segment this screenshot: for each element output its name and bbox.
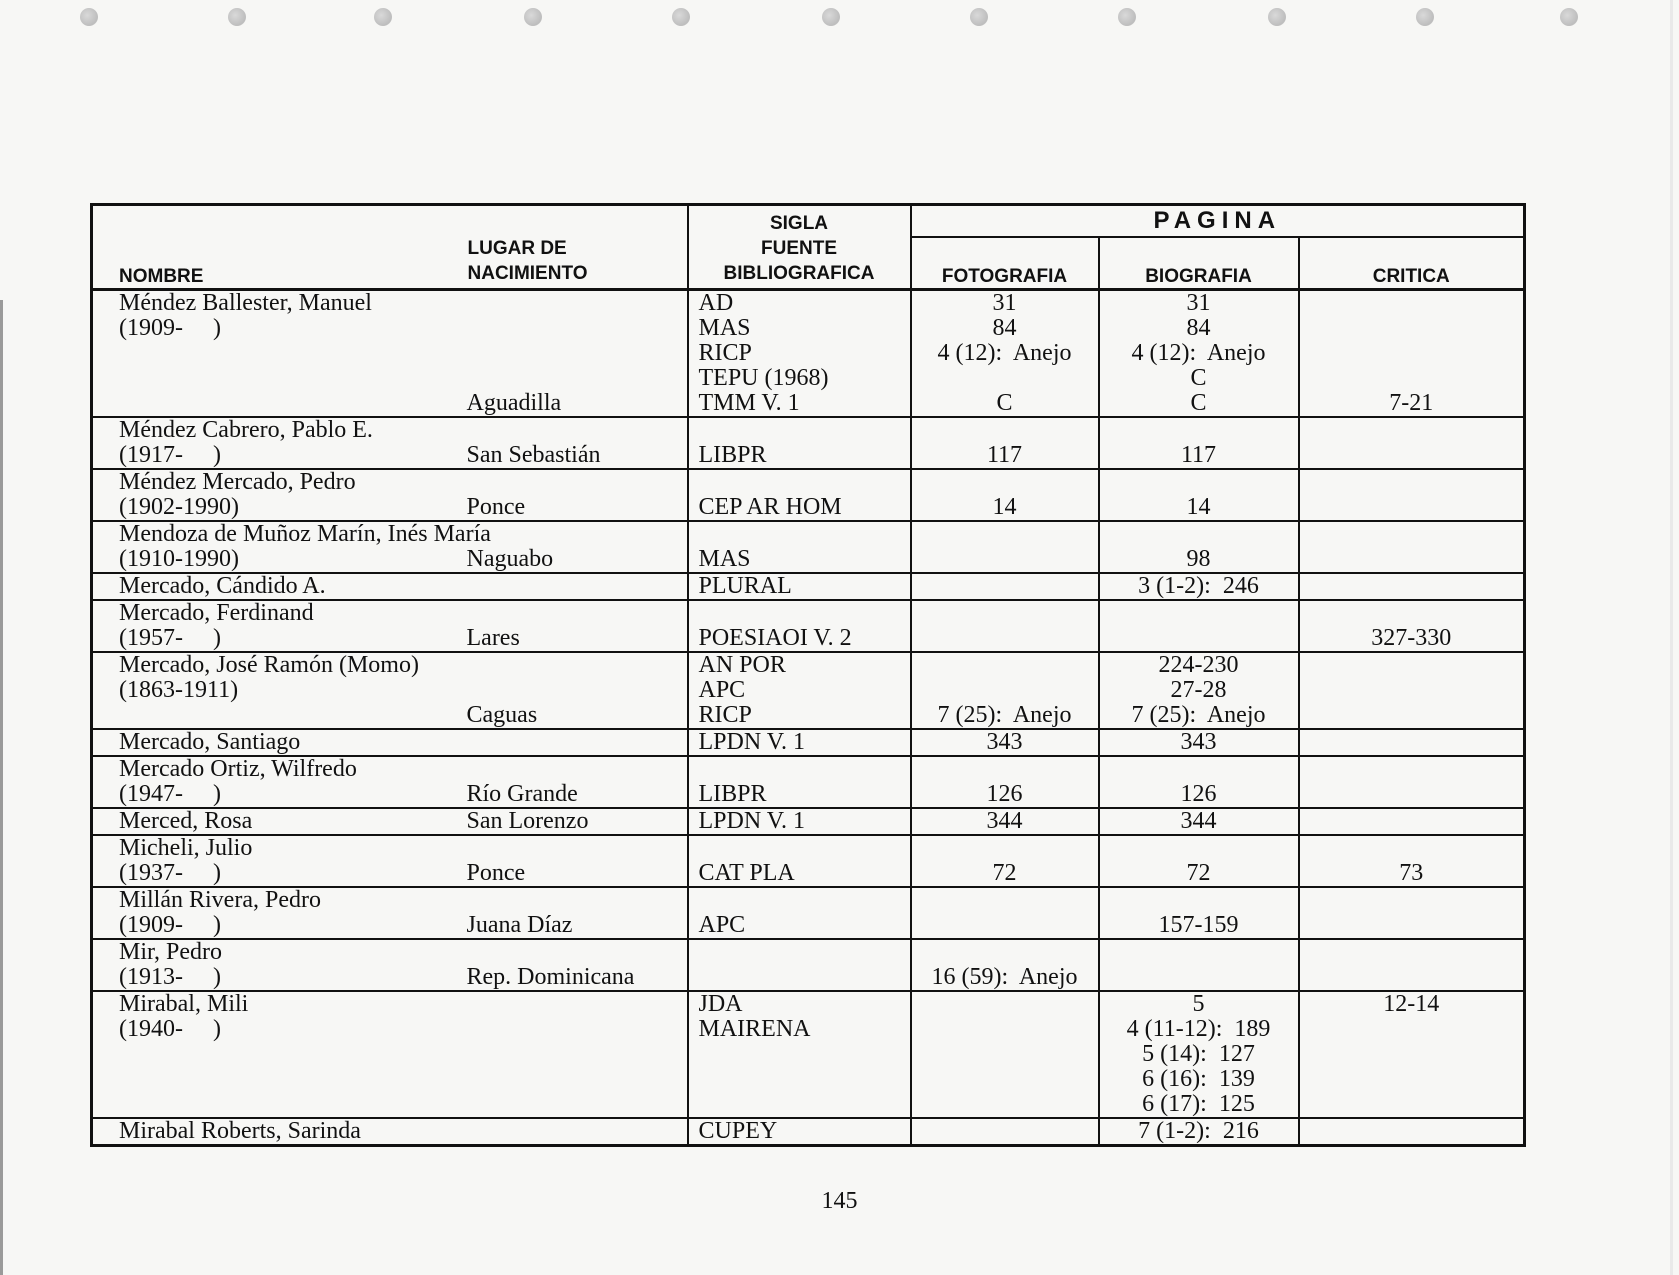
photo-page: 4 (12): Anejo bbox=[937, 340, 1072, 366]
biography-page: 84 bbox=[1186, 315, 1211, 341]
photo-page bbox=[912, 678, 1098, 703]
critique-page bbox=[1300, 913, 1524, 938]
author-name-cell bbox=[92, 600, 454, 652]
biography-page: C bbox=[1190, 390, 1207, 416]
author-name: Mirabal Roberts, Sarinda bbox=[119, 1118, 361, 1144]
author-name: Merced, Rosa bbox=[119, 808, 253, 834]
photo-page-cell bbox=[911, 729, 1099, 756]
header-lugar bbox=[454, 205, 688, 290]
binder-hole bbox=[1268, 8, 1286, 26]
source-code-cell bbox=[688, 887, 911, 939]
source-code-cell bbox=[688, 991, 911, 1118]
source-code-cell bbox=[688, 652, 911, 729]
author-name-cell bbox=[92, 521, 491, 573]
photo-page-cell bbox=[911, 290, 1099, 418]
photo-page-cell bbox=[911, 991, 1099, 1118]
source-code-cell bbox=[688, 469, 911, 521]
table-row bbox=[92, 521, 1525, 573]
source-code: CAT PLA bbox=[698, 860, 795, 886]
source-code: APC bbox=[698, 912, 746, 938]
biography-page-cell bbox=[1099, 417, 1299, 469]
birthplace-cell bbox=[454, 652, 688, 729]
critique-page-cell bbox=[1299, 991, 1525, 1118]
binder-hole bbox=[524, 8, 542, 26]
author-name-cell bbox=[92, 808, 454, 835]
critique-page bbox=[1300, 782, 1524, 807]
source-code-cell bbox=[688, 573, 911, 600]
source-code bbox=[699, 1067, 910, 1092]
photo-page: 16 (59): Anejo bbox=[931, 964, 1078, 990]
biography-page-cell bbox=[1099, 652, 1299, 729]
biography-page: 117 bbox=[1180, 442, 1217, 468]
author-name: Mercado, Cándido A. bbox=[119, 573, 326, 599]
binder-hole bbox=[1416, 8, 1434, 26]
source-code-cell bbox=[688, 756, 911, 808]
biography-page: 344 bbox=[1180, 808, 1217, 834]
critique-page bbox=[1300, 495, 1524, 520]
photo-page: 31 bbox=[992, 290, 1017, 316]
source-code: PLURAL bbox=[698, 573, 792, 599]
table-row bbox=[92, 469, 1525, 521]
header-lugar-line1: LUGAR DE bbox=[467, 238, 567, 259]
critique-page bbox=[1300, 730, 1524, 755]
biography-page-cell bbox=[1099, 290, 1299, 418]
photo-page: 7 (25): Anejo bbox=[937, 702, 1072, 728]
source-code-cell bbox=[688, 835, 911, 887]
birthplace bbox=[467, 1092, 687, 1117]
author-name-cell bbox=[92, 756, 454, 808]
source-code-cell bbox=[688, 417, 911, 469]
critique-page-cell bbox=[1299, 573, 1525, 600]
biography-page: 7 (25): Anejo bbox=[1131, 702, 1266, 728]
author-name: Méndez Ballester, Manuel bbox=[119, 290, 372, 316]
critique-page-cell bbox=[1299, 290, 1525, 418]
header-pagina: PAGINA bbox=[911, 205, 1525, 238]
critique-page bbox=[1300, 678, 1524, 703]
author-name: Mirabal, Mili bbox=[119, 991, 249, 1017]
binder-hole bbox=[228, 8, 246, 26]
author-name-cell bbox=[92, 991, 454, 1118]
biography-page bbox=[1100, 965, 1298, 990]
table-body bbox=[92, 290, 1525, 1146]
critique-page bbox=[1300, 809, 1524, 834]
source-code: LPDN V. 1 bbox=[698, 729, 805, 755]
author-dates: (1909- ) bbox=[119, 912, 221, 938]
birthplace: Juana Díaz bbox=[466, 912, 573, 938]
table-row bbox=[92, 1118, 1525, 1146]
table-row bbox=[92, 835, 1525, 887]
author-name: Millán Rivera, Pedro bbox=[119, 887, 321, 913]
table-row bbox=[92, 939, 1525, 991]
biography-page-cell bbox=[1099, 756, 1299, 808]
photo-page: 72 bbox=[992, 860, 1017, 886]
table-row bbox=[92, 290, 1525, 418]
birthplace-cell bbox=[454, 729, 688, 756]
source-code: POESIAOI V. 2 bbox=[698, 625, 852, 651]
source-code: AD bbox=[698, 290, 734, 316]
author-dates: (1913- ) bbox=[119, 964, 221, 990]
critique-page bbox=[1300, 1042, 1524, 1067]
author-name: Mercado, Santiago bbox=[119, 729, 301, 755]
birthplace-cell bbox=[454, 290, 688, 418]
author-name-cell bbox=[92, 469, 454, 521]
photo-page bbox=[912, 1067, 1098, 1092]
binder-hole bbox=[672, 8, 690, 26]
biography-page: 126 bbox=[1180, 781, 1217, 807]
biography-page-cell bbox=[1099, 600, 1299, 652]
biography-page: 6 (17): 125 bbox=[1142, 1091, 1255, 1117]
critique-page-cell bbox=[1299, 939, 1525, 991]
birthplace: Caguas bbox=[466, 702, 538, 728]
author-name: Mercado, José Ramón (Momo) bbox=[119, 652, 419, 678]
biography-page: 4 (11-12): 189 bbox=[1126, 1016, 1271, 1042]
header-biografia: BIOGRAFIA bbox=[1099, 237, 1299, 290]
source-code: MAIRENA bbox=[698, 1016, 811, 1042]
source-code-cell bbox=[688, 521, 911, 573]
birthplace-cell bbox=[454, 1118, 688, 1146]
birthplace-cell bbox=[454, 835, 688, 887]
source-code: LIBPR bbox=[698, 781, 767, 807]
critique-page bbox=[1300, 341, 1524, 366]
page-number: 145 bbox=[821, 1188, 858, 1214]
source-code bbox=[699, 1042, 910, 1067]
biography-page: 27-28 bbox=[1170, 677, 1227, 703]
photo-page bbox=[912, 1042, 1098, 1067]
source-code: LPDN V. 1 bbox=[698, 808, 805, 834]
author-name-cell bbox=[92, 290, 454, 418]
photo-page: 117 bbox=[986, 442, 1023, 468]
author-dates: (1957- ) bbox=[119, 625, 221, 651]
binder-hole bbox=[970, 8, 988, 26]
biography-page-cell bbox=[1099, 573, 1299, 600]
critique-page: 327-330 bbox=[1371, 625, 1452, 651]
photo-page-cell bbox=[911, 808, 1099, 835]
source-code: LIBPR bbox=[698, 442, 767, 468]
author-name-cell bbox=[92, 417, 454, 469]
biography-page-cell bbox=[1099, 939, 1299, 991]
biography-page-cell bbox=[1099, 887, 1299, 939]
author-name-cell bbox=[92, 573, 454, 600]
photo-page bbox=[912, 1119, 1098, 1144]
author-name-cell bbox=[92, 835, 454, 887]
critique-page-cell bbox=[1299, 600, 1525, 652]
source-code bbox=[699, 1092, 910, 1117]
source-code: MAS bbox=[698, 315, 751, 341]
photo-page bbox=[912, 653, 1098, 678]
birthplace-cell bbox=[454, 808, 688, 835]
source-code: CEP AR HOM bbox=[698, 494, 842, 520]
critique-page-cell bbox=[1299, 729, 1525, 756]
source-code: CUPEY bbox=[698, 1118, 778, 1144]
header-sigla-line3: BIBLIOGRAFICA bbox=[723, 263, 875, 284]
header-nombre: NOMBRE bbox=[92, 205, 454, 290]
critique-page bbox=[1300, 316, 1524, 341]
photo-page-cell bbox=[911, 573, 1099, 600]
photo-page bbox=[912, 574, 1098, 599]
table-row bbox=[92, 887, 1525, 939]
photo-page bbox=[912, 547, 1098, 572]
author-name-cell bbox=[92, 1118, 454, 1146]
biography-page: 343 bbox=[1180, 729, 1217, 755]
author-name: Méndez Mercado, Pedro bbox=[119, 469, 356, 495]
author-dates: (1902-1990) bbox=[119, 494, 239, 520]
biography-page: 98 bbox=[1186, 546, 1211, 572]
photo-page-cell bbox=[911, 887, 1099, 939]
photo-page-cell bbox=[911, 469, 1099, 521]
photo-page-cell bbox=[911, 600, 1099, 652]
table-row bbox=[92, 652, 1525, 729]
source-code-cell bbox=[688, 939, 911, 991]
author-dates: (1909- ) bbox=[119, 315, 221, 341]
author-name: Mercado, Ferdinand bbox=[119, 600, 314, 626]
source-code: TMM V. 1 bbox=[698, 390, 800, 416]
photo-page-cell bbox=[911, 652, 1099, 729]
photo-page bbox=[912, 626, 1098, 651]
source-code-cell bbox=[688, 600, 911, 652]
source-code: TEPU (1968) bbox=[698, 365, 829, 391]
binder-holes bbox=[0, 8, 1679, 32]
birthplace: Lares bbox=[466, 625, 520, 651]
biography-page bbox=[1100, 626, 1298, 651]
author-dates: (1917- ) bbox=[119, 442, 221, 468]
critique-page bbox=[1300, 653, 1524, 678]
critique-page-cell bbox=[1299, 808, 1525, 835]
critique-page: 7-21 bbox=[1389, 390, 1434, 416]
source-code-cell bbox=[688, 290, 911, 418]
biography-page-cell bbox=[1099, 469, 1299, 521]
binder-hole bbox=[374, 8, 392, 26]
critique-page-cell bbox=[1299, 887, 1525, 939]
critique-page bbox=[1300, 1119, 1524, 1144]
photo-page bbox=[912, 992, 1098, 1017]
critique-page-cell bbox=[1299, 652, 1525, 729]
table-row bbox=[92, 991, 1525, 1118]
critique-page-cell bbox=[1299, 835, 1525, 887]
critique-page bbox=[1300, 547, 1524, 572]
source-code: APC bbox=[698, 677, 746, 703]
photo-page bbox=[912, 1017, 1098, 1042]
critique-page bbox=[1300, 965, 1524, 990]
source-code: AN POR bbox=[698, 652, 786, 678]
critique-page-cell bbox=[1299, 469, 1525, 521]
biography-page-cell bbox=[1099, 521, 1299, 573]
biography-page: C bbox=[1190, 365, 1207, 391]
author-name-cell bbox=[92, 652, 454, 729]
binder-hole bbox=[822, 8, 840, 26]
photo-page-cell bbox=[911, 417, 1099, 469]
birthplace: Ponce bbox=[466, 860, 526, 886]
critique-page-cell bbox=[1299, 521, 1525, 573]
header-fotografia: FOTOGRAFIA bbox=[911, 237, 1099, 290]
critique-page bbox=[1300, 291, 1524, 316]
critique-page bbox=[1300, 574, 1524, 599]
birthplace-cell bbox=[454, 939, 688, 991]
birthplace: Rep. Dominicana bbox=[466, 964, 635, 990]
photo-page bbox=[912, 1092, 1098, 1117]
photo-page: C bbox=[996, 390, 1013, 416]
critique-page: 12-14 bbox=[1383, 991, 1440, 1017]
table-row bbox=[92, 808, 1525, 835]
photo-page: 14 bbox=[992, 494, 1017, 520]
author-name: Micheli, Julio bbox=[119, 835, 253, 861]
critique-page bbox=[1300, 1092, 1524, 1117]
critique-page-cell bbox=[1299, 417, 1525, 469]
birthplace-cell bbox=[454, 600, 688, 652]
birthplace: Río Grande bbox=[466, 781, 578, 807]
author-name-cell bbox=[92, 729, 454, 756]
biography-page-cell bbox=[1099, 808, 1299, 835]
author-name: Mercado Ortiz, Wilfredo bbox=[119, 756, 357, 782]
photo-page-cell bbox=[911, 521, 1099, 573]
binder-hole bbox=[1118, 8, 1136, 26]
author-dates: (1910-1990) bbox=[119, 546, 239, 572]
photo-page: 344 bbox=[986, 808, 1023, 834]
author-dates: (1947- ) bbox=[119, 781, 221, 807]
source-code-cell bbox=[688, 729, 911, 756]
photo-page: 84 bbox=[992, 315, 1017, 341]
photo-page-cell bbox=[911, 756, 1099, 808]
biography-page: 14 bbox=[1186, 494, 1211, 520]
birthplace: Ponce bbox=[466, 494, 526, 520]
critique-page bbox=[1300, 1017, 1524, 1042]
author-name-cell bbox=[92, 939, 454, 991]
author-name-cell bbox=[92, 887, 454, 939]
photo-page: 343 bbox=[986, 729, 1023, 755]
biography-page: 157-159 bbox=[1158, 912, 1239, 938]
header-critica: CRITICA bbox=[1299, 237, 1525, 290]
birthplace bbox=[467, 574, 687, 599]
page-right-edge bbox=[1670, 0, 1673, 1275]
critique-page-cell bbox=[1299, 756, 1525, 808]
table-row bbox=[92, 600, 1525, 652]
critique-page bbox=[1300, 703, 1524, 728]
table-row bbox=[92, 729, 1525, 756]
birthplace bbox=[467, 730, 687, 755]
critique-page bbox=[1300, 366, 1524, 391]
header-sigla-line1: SIGLA bbox=[769, 213, 829, 234]
birthplace-cell bbox=[454, 756, 688, 808]
biography-page: 224-230 bbox=[1158, 652, 1239, 678]
critique-page bbox=[1300, 1067, 1524, 1092]
birthplace: San Sebastián bbox=[466, 442, 601, 468]
biography-page: 7 (1-2): 216 bbox=[1138, 1118, 1259, 1144]
author-name: Mir, Pedro bbox=[119, 939, 223, 965]
source-code-cell bbox=[688, 1118, 911, 1146]
author-name: Méndez Cabrero, Pablo E. bbox=[119, 417, 373, 443]
critique-page bbox=[1300, 443, 1524, 468]
photo-page bbox=[912, 913, 1098, 938]
source-code-cell bbox=[688, 808, 911, 835]
header-sigla bbox=[688, 205, 911, 290]
birthplace: Aguadilla bbox=[466, 390, 562, 416]
biography-page: 5 bbox=[1192, 991, 1205, 1017]
birthplace: Naguabo bbox=[466, 546, 554, 572]
biography-page: 6 (16): 139 bbox=[1142, 1066, 1255, 1092]
source-code: RICP bbox=[698, 340, 752, 366]
table-row bbox=[92, 756, 1525, 808]
source-code: MAS bbox=[698, 546, 751, 572]
biography-page: 5 (14): 127 bbox=[1142, 1041, 1255, 1067]
source-code bbox=[699, 965, 910, 990]
source-code: JDA bbox=[698, 991, 743, 1017]
author-name: Mendoza de Muñoz Marín, Inés María bbox=[119, 521, 491, 547]
header-sigla-line2: FUENTE bbox=[761, 238, 837, 259]
bibliography-table bbox=[90, 203, 1526, 1147]
binder-hole bbox=[80, 8, 98, 26]
table-row bbox=[92, 573, 1525, 600]
binder-hole bbox=[1560, 8, 1578, 26]
biography-page-cell bbox=[1099, 835, 1299, 887]
author-dates: (1937- ) bbox=[119, 860, 221, 886]
source-code: RICP bbox=[698, 702, 752, 728]
header-lugar-line2: NACIMIENTO bbox=[467, 263, 588, 284]
critique-page: 73 bbox=[1399, 860, 1424, 886]
photo-page-cell bbox=[911, 939, 1099, 991]
author-dates: (1863-1911) bbox=[119, 677, 239, 703]
biography-page: 31 bbox=[1186, 290, 1211, 316]
birthplace-cell bbox=[454, 887, 688, 939]
birthplace-cell bbox=[454, 417, 688, 469]
photo-page-cell bbox=[911, 835, 1099, 887]
author-dates: (1940- ) bbox=[119, 1016, 221, 1042]
biography-page-cell bbox=[1099, 729, 1299, 756]
biography-page: 4 (12): Anejo bbox=[1131, 340, 1266, 366]
birthplace-cell bbox=[454, 573, 688, 600]
page-left-edge bbox=[0, 300, 3, 1275]
biography-page: 3 (1-2): 246 bbox=[1138, 573, 1259, 599]
birthplace: San Lorenzo bbox=[466, 808, 589, 834]
biography-page-cell bbox=[1099, 991, 1299, 1118]
table-row bbox=[92, 417, 1525, 469]
photo-page-cell bbox=[911, 1118, 1099, 1146]
biography-page: 72 bbox=[1186, 860, 1211, 886]
biography-page-cell bbox=[1099, 1118, 1299, 1146]
photo-page bbox=[912, 366, 1098, 391]
birthplace bbox=[467, 1119, 687, 1144]
photo-page: 126 bbox=[986, 781, 1023, 807]
critique-page-cell bbox=[1299, 1118, 1525, 1146]
birthplace-cell bbox=[454, 991, 688, 1118]
birthplace-cell bbox=[454, 469, 688, 521]
